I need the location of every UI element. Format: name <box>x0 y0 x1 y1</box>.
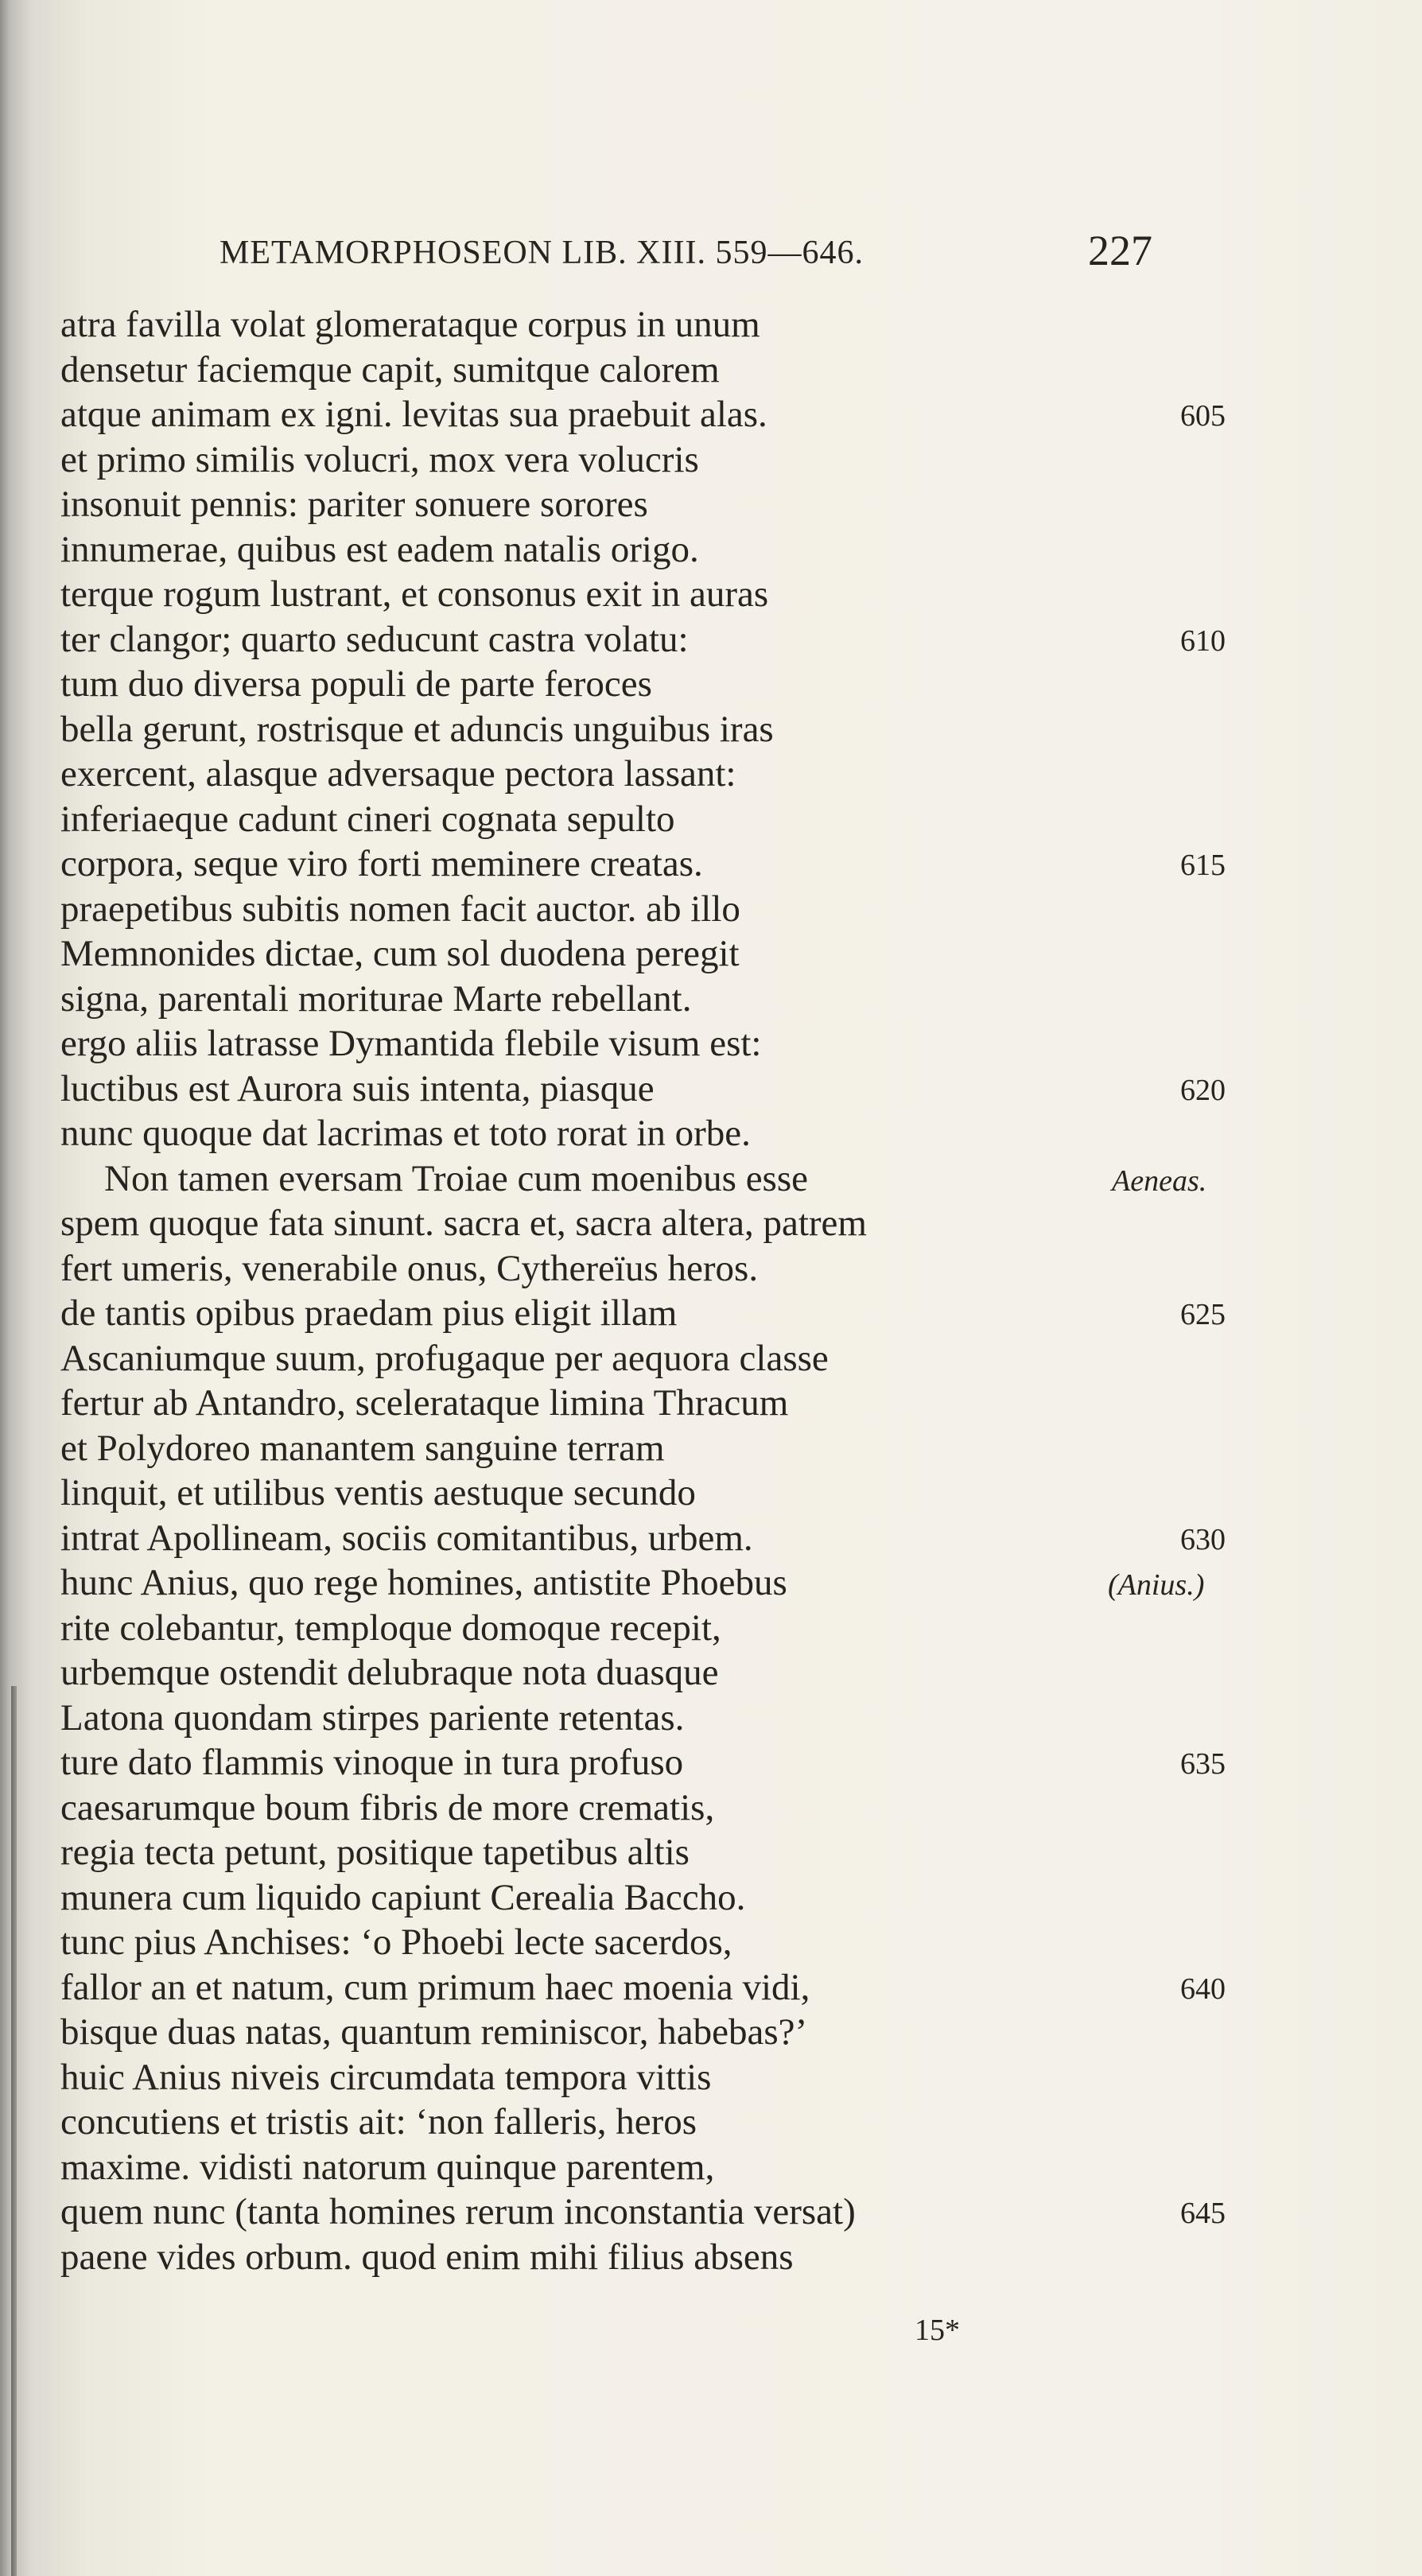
verse-line <box>60 1021 1253 1067</box>
verse-line <box>60 1696 1253 1741</box>
verse-text-block <box>60 302 1253 2279</box>
verse-line <box>60 2145 1253 2190</box>
verse-line-text: nunc quoque dat lacrimas et toto rorat in orbe. <box>60 1113 751 1154</box>
margin-note-aeneas: Aeneas. <box>1112 1164 1207 1198</box>
verse-line-text: corpora, seque viro forti meminere creatas. <box>60 843 703 884</box>
line-number: 620 <box>1180 1073 1226 1107</box>
verse-line-text: densetur faciemque capit, sumitque calorem <box>60 348 720 390</box>
verse-line-text: caesarumque boum fibris de more crematis, <box>60 1786 715 1828</box>
verse-line-text: rite colebantur, temploque domoque recepit, <box>60 1607 721 1649</box>
verse-line <box>60 841 1253 887</box>
line-number: 605 <box>1180 399 1226 433</box>
verse-line <box>60 2235 1253 2280</box>
verse-line-text: fertur ab Antandro, scelerataque limina Thracum <box>60 1382 789 1424</box>
verse-line-text: atque animam ex igni. levitas sua praebuit alas. <box>60 394 767 435</box>
verse-line-text: innumerae, quibus est eadem natalis origo. <box>60 528 699 570</box>
line-number: 635 <box>1180 1747 1226 1781</box>
verse-line <box>60 1111 1253 1156</box>
verse-line-text: spem quoque fata sinunt. sacra et, sacra altera, patrem <box>60 1203 867 1244</box>
verse-line-text: tunc pius Anchises: ‘o Phoebi lecte sacerdos, <box>60 1921 732 1963</box>
verse-line <box>60 302 1253 348</box>
verse-line <box>60 1650 1253 1696</box>
verse-line <box>60 1560 1253 1606</box>
verse-line-text: Latona quondam stirpes pariente retentas. <box>60 1696 685 1739</box>
verse-line-text: bisque duas natas, quantum reminiscor, habebas?’ <box>60 2011 808 2053</box>
binding-shadow <box>11 1686 17 2576</box>
verse-line-text: bella gerunt, rostrisque et aduncis unguibus iras <box>60 708 774 750</box>
verse-line <box>60 2100 1253 2145</box>
verse-line-text: luctibus est Aurora suis intenta, piasque <box>60 1067 655 1109</box>
verse-line-text: et Polydoreo manantem sanguine terram <box>60 1427 665 1469</box>
verse-line-text: regia tecta petunt, positique tapetibus altis <box>60 1832 690 1873</box>
verse-line <box>60 617 1253 662</box>
line-number: 630 <box>1180 1522 1226 1556</box>
verse-line <box>60 1740 1253 1785</box>
verse-line-text: urbemque ostendit delubraque nota duasque <box>60 1652 719 1693</box>
verse-line <box>60 1246 1253 1292</box>
verse-line-text: fert umeris, venerabile onus, Cythereïus heros. <box>60 1247 759 1289</box>
verse-line-text: insonuit pennis: pariter sonuere sorores <box>60 484 648 525</box>
verse-line-text: terque rogum lustrant, et consonus exit in auras <box>60 573 769 615</box>
verse-line-text: et primo similis volucri, mox vera volucris <box>60 438 699 480</box>
verse-line-text: tum duo diversa populi de parte feroces <box>60 663 652 705</box>
verse-line-text: ter clangor; quarto seducunt castra volatu: <box>60 618 689 660</box>
verse-line <box>60 797 1253 842</box>
verse-line-text: hunc Anius, quo rege homines, antistite Phoebus <box>60 1562 787 1603</box>
verse-line <box>60 707 1253 752</box>
verse-line <box>60 527 1253 573</box>
verse-line <box>60 1336 1253 1381</box>
verse-line-text: signa, parentali moriturae Marte rebellant. <box>60 977 692 1020</box>
verse-line <box>60 752 1253 797</box>
signature-mark: 15* <box>915 2314 960 2347</box>
verse-line <box>60 1516 1253 1561</box>
verse-line <box>60 2010 1253 2055</box>
verse-line-text: exercent, alasque adversaque pectora lassant: <box>60 753 736 795</box>
verse-line <box>60 1381 1253 1426</box>
verse-line <box>60 1920 1253 1965</box>
verse-line <box>60 2055 1253 2100</box>
verse-line <box>60 1830 1253 1875</box>
page-number: 227 <box>1088 227 1152 274</box>
verse-line <box>60 1067 1253 1112</box>
verse-line <box>60 1965 1253 2011</box>
verse-line-text: fallor an et natum, cum primum haec moenia vidi, <box>60 1966 810 2008</box>
verse-line <box>60 1471 1253 1516</box>
line-number: 645 <box>1180 2197 1226 2230</box>
verse-line-text: atra favilla volat glomerataque corpus in unum <box>60 304 760 345</box>
verse-line <box>60 931 1253 977</box>
verse-line-text: de tantis opibus praedam pius eligit illam <box>60 1292 678 1334</box>
verse-line-text: huic Anius niveis circumdata tempora vittis <box>60 2056 712 2098</box>
verse-line-text: intrat Apollineam, sociis comitantibus, urbem. <box>60 1517 753 1559</box>
verse-line-text: ergo aliis latrasse Dymantida flebile visum est: <box>60 1023 762 1064</box>
verse-line-text: concutiens et tristis ait: ‘non falleris, heros <box>60 2101 697 2143</box>
verse-line <box>60 392 1253 437</box>
verse-line <box>60 1426 1253 1471</box>
line-number: 610 <box>1180 624 1226 658</box>
line-number: 640 <box>1180 1972 1226 2006</box>
verse-line-text: paene vides orbum. quod enim mihi filius absens <box>60 2236 794 2278</box>
verse-line <box>60 1785 1253 1831</box>
verse-line-text: inferiaeque cadunt cineri cognata sepulto <box>60 798 675 840</box>
verse-line <box>60 482 1253 527</box>
verse-line-text: Ascaniumque suum, profugaque per aequora classe <box>60 1337 829 1379</box>
margin-note-anius: (Anius.) <box>1108 1568 1205 1602</box>
line-number: 615 <box>1180 849 1226 882</box>
verse-line <box>60 1606 1253 1651</box>
verse-line <box>60 1875 1253 1921</box>
line-number: 625 <box>1180 1298 1226 1331</box>
verse-line <box>60 1201 1253 1246</box>
verse-line <box>60 977 1253 1022</box>
verse-line <box>60 887 1253 932</box>
verse-line <box>60 572 1253 617</box>
verse-line-text: Memnonides dictae, cum sol duodena peregit <box>60 933 740 974</box>
verse-line <box>60 348 1253 393</box>
verse-line <box>60 2189 1253 2235</box>
verse-line <box>60 662 1253 707</box>
running-head <box>0 227 1422 278</box>
verse-line-text: Non tamen eversam Troiae cum moenibus esse <box>104 1157 808 1199</box>
verse-line <box>60 1156 1253 1202</box>
verse-line-text: linquit, et utilibus ventis aestuque secundo <box>60 1472 696 1513</box>
verse-line <box>60 1291 1253 1336</box>
verse-line-text: munera cum liquido capiunt Cerealia Baccho. <box>60 1876 746 1918</box>
verse-line-text: ture dato flammis vinoque in tura profuso <box>60 1742 684 1783</box>
verse-line <box>60 437 1253 483</box>
verse-line-text: maxime. vidisti natorum quinque parentem, <box>60 2146 715 2188</box>
verse-line-text: quem nunc (tanta homines rerum inconstantia versat) <box>60 2191 856 2232</box>
running-title: METAMORPHOSEON LIB. XIII. 559—646. <box>220 235 864 271</box>
verse-line-text: praepetibus subitis nomen facit auctor. ab illo <box>60 888 740 930</box>
